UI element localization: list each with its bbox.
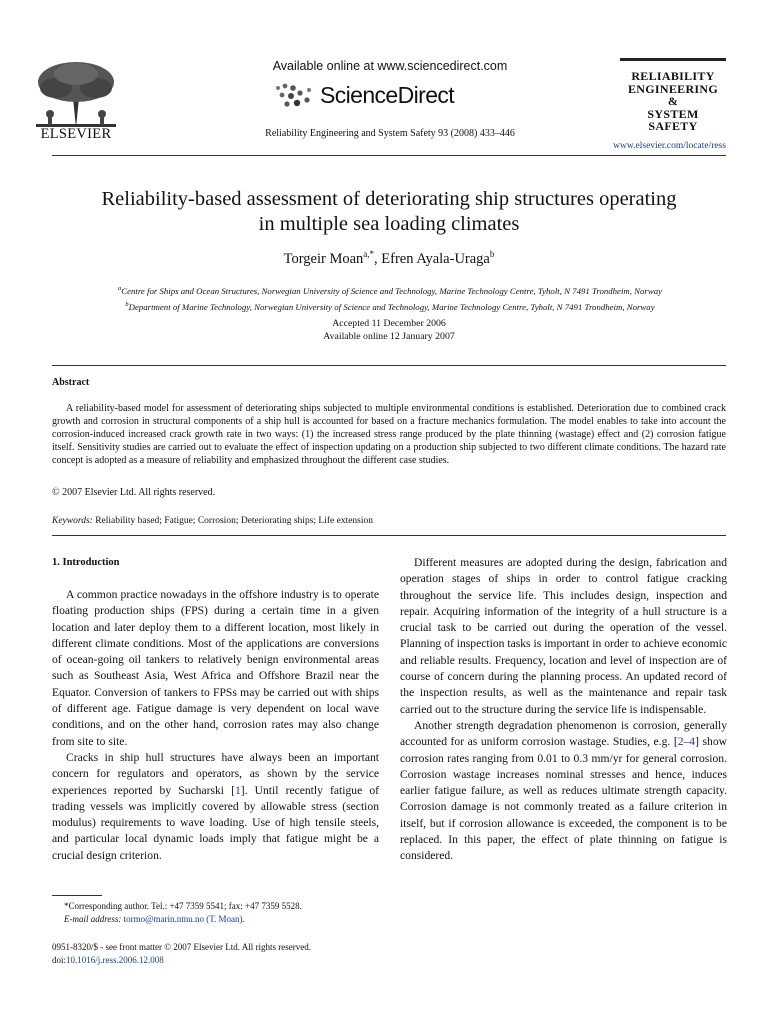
- email-link[interactable]: tormo@marin.ntnu.no (T. Moan).: [123, 914, 245, 924]
- title-line: Reliability-based assessment of deteriorating ship structures operating: [101, 188, 677, 210]
- left-column: [52, 587, 379, 864]
- author-superscript: b: [489, 249, 495, 259]
- corresponding-author-line: *Corresponding author. Tel.: +47 7359 5541; fax: +47 7359 5528.: [64, 901, 302, 911]
- footnote-divider: [52, 895, 102, 896]
- email-label: E-mail address:: [64, 914, 122, 924]
- affiliation-text: Department of Marine Technology, Norwegian University of Science and Technology, Marine Technology Centre, Tyholt, N 7491 Trondheim, Norway: [128, 301, 655, 312]
- author-superscript: a,*: [363, 249, 375, 259]
- paragraph: Another strength degradation phenomenon is corrosion, generally accounted for as uniform corrosion wastage. Studies, e.g. [2–4] show corrosion rates ranging from 0.01 to 0.3 mm/yr for general corrosion. Corrosion wastage increases nominal stresses and hence, induces earlier fatigue failure, as well as reduces ultimate strength capacity. Corrosion damage is not commonly treated as a failure criterion in itself, but if corrosion allowance is exceeded, the component is to be replaced. In this paper, the effect of plate thinning on fatigue is considered.: [400, 718, 727, 863]
- author-separator: ,: [374, 250, 382, 267]
- journal-box-line: SAFETY: [648, 119, 698, 133]
- journal-box-line: ENGINEERING: [628, 81, 718, 96]
- paragraph: Different measures are adopted during the design, fabrication and operation stages of ships in order to control fatigue cracking throughout the service life. This includes design, inspection and repair. Acquiring information of the integrity of a hull structure is a crucial task to be carried out during the operation of the vessel. Planning of inspection tasks is important in order to achieve economic and reliable results. Frequency, location and level of inspection are of course of concern during the planning process. An updated record of the inspection results, as well as the maintenance and repair task carried out to the structure during the service life is indispensable.: [400, 556, 727, 716]
- journal-box-line: &: [667, 94, 679, 108]
- affiliation-a: [40, 282, 740, 298]
- journal-title-box: [620, 58, 726, 133]
- journal-box-line: SYSTEM: [647, 106, 699, 121]
- issn-line: 0951-8320/$ - see front matter © 2007 Elsevier Ltd. All rights reserved.: [52, 942, 312, 952]
- right-column: [400, 555, 727, 865]
- article-title: [52, 187, 726, 237]
- keywords-line: [52, 516, 726, 526]
- publisher-name: ELSEVIER: [40, 126, 112, 142]
- abstract-heading: Abstract: [52, 377, 90, 388]
- elsevier-tree-logo-icon: [26, 60, 126, 130]
- front-matter-info: [52, 941, 392, 967]
- abstract-top-divider: [52, 365, 726, 366]
- section-heading: 1. Introduction: [52, 557, 120, 568]
- doi-line: [52, 954, 392, 967]
- email-line: [52, 913, 382, 926]
- available-online-text: Available online at www.sciencedirect.com: [272, 59, 508, 73]
- author-name: Torgeir Moan: [283, 250, 364, 267]
- sciencedirect-brand: ScienceDirect: [320, 82, 455, 108]
- paragraph: A common practice nowadays in the offshore industry is to operate floating production ships (FPS) during a certain time in a given location and later deploy them to a different location, most likely in different climate conditions. Most of the applications are conversions of ocean-going oil tankers to relatively benign environmental areas such as Southeast Asia, West Africa and Offshore Brazil near the Equator. Conversion of tankers to FPSs may be carried out with ships of different age. Fatigue damage is very dependent on local wave conditions, and on the other hand, corrosion rates may also change from site to site.: [52, 588, 379, 748]
- sciencedirect-dots-icon: [272, 82, 316, 110]
- accepted-date: Accepted 11 December 2006: [332, 318, 446, 329]
- abstract-bottom-divider: [52, 535, 726, 536]
- paragraph: Cracks in ship hull structures have always been an important concern for regulators and operators, as shown by the service experiences reported by Sucharski [1]. Until recently fatigue of trading vessels was implicitly covered by allowable stress (section modulus) requirements to wave loading. Use of high tensile steels, and particular local dynamic loads imply that fatigue might be a crucial design criterion.: [52, 750, 379, 862]
- abstract-text: A reliability-based model for assessment of deteriorating ships subjected to multiple environmental conditions is established. Deterioration due to combined crack growth and corrosion in structural components of a ship hull is accounted for based on a fracture mechanics formulation. The model enables to take into account the corrosion-induced increased crack growth rate in two ways: (1) the increased stress range produced by the plate thinning (wastage) effect and (2) corrosion fatigue itself. Sensitivity studies are carried out to evaluate the effect of inspection updating on a production ship subjected to two different climate conditions. The hazard rate concept is adopted as a measure of reliability and emphasized throughout the different case studies.: [52, 403, 726, 466]
- abstract-copyright: © 2007 Elsevier Ltd. All rights reserved.: [52, 487, 216, 498]
- journal-citation-line: Reliability Engineering and System Safety 93 (2008) 433–446: [265, 128, 515, 139]
- header-divider: [52, 155, 726, 156]
- keywords-label: Keywords:: [52, 516, 93, 526]
- author-list: [52, 249, 726, 268]
- article-dates: [52, 317, 726, 343]
- affiliations: [40, 282, 740, 314]
- journal-box-line: RELIABILITY: [631, 69, 715, 83]
- affiliation-superscript: a: [117, 285, 122, 292]
- doi-label: doi:: [52, 955, 67, 965]
- keywords-text: Reliability based; Fatigue; Corrosion; Deteriorating ships; Life extension: [95, 516, 374, 526]
- affiliation-superscript: b: [125, 300, 129, 308]
- affiliation-b: [40, 298, 740, 314]
- citation-link[interactable]: 2–4: [677, 735, 696, 749]
- corresponding-author-footnote: [52, 900, 382, 926]
- affiliation-text: Centre for Ships and Ocean Structures, Norwegian University of Science and Technology, Marine Technology Centre, Tyholt, N 7491 Trondheim, Norway: [121, 285, 663, 296]
- author-name: Efren Ayala-Uraga: [381, 250, 490, 267]
- journal-url-link[interactable]: www.elsevier.com/locate/ress: [613, 141, 726, 151]
- title-line: in multiple sea loading climates: [258, 213, 520, 235]
- citation-link[interactable]: 1: [234, 783, 241, 797]
- online-date: Available online 12 January 2007: [323, 331, 455, 342]
- doi-link[interactable]: 10.1016/j.ress.2006.12.008: [66, 955, 164, 965]
